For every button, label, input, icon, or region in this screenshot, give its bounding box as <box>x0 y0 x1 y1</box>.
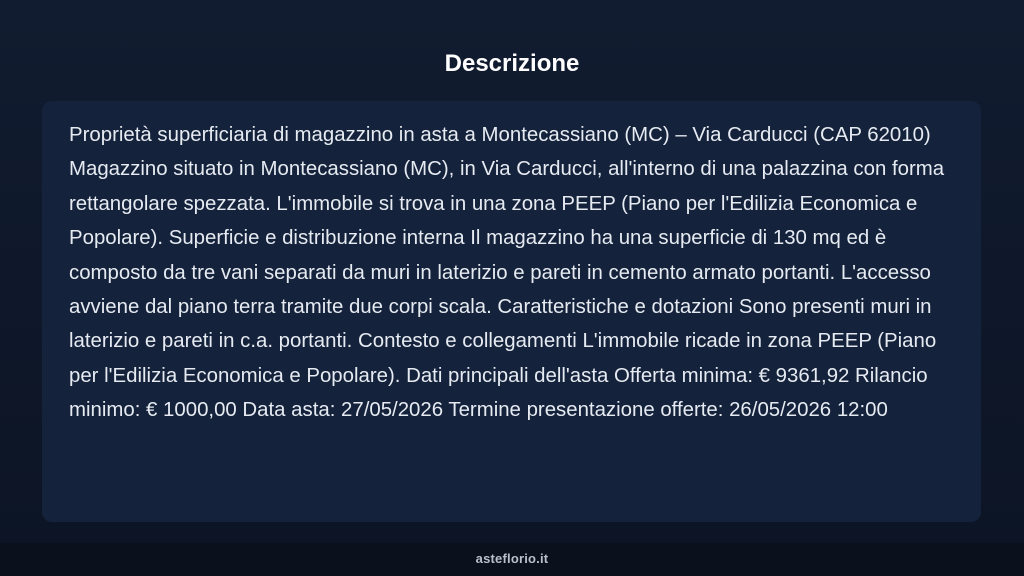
description-text: Proprietà superficiaria di magazzino in asta a Montecassiano (MC) – Via Carducci (CAP 62010) Magazzino situato in Montecassiano (MC), in Via Carducci, all'interno di una palazzina con forma rettangolare spezzata. L'immobile si trova in una zona PEEP (Piano per l'Edilizia Economica e Popolare). Superficie e distribuzione interna Il magazzino ha una superficie di 130 mq ed è composto da tre vani separati da muri in laterizio e pareti in cemento armato portanti. L'accesso avviene dal piano terra tramite due corpi scala. Caratteristiche e dotazioni Sono presenti muri in laterizio e pareti in c.a. portanti. Contesto e collegamenti L'immobile ricade in zona PEEP (Piano per l'Edilizia Economica e Popolare). Dati principali dell'asta Offerta minima: € 9361,92 Rilancio minimo: € 1000,00 Data asta: 27/05/2026 Termine presentazione offerte: 26/05/2026 12:00 <box>69 124 945 422</box>
description-card <box>42 101 981 522</box>
footer-bar <box>0 543 1024 576</box>
page-title: Descrizione <box>444 50 580 77</box>
footer-brand: asteflorio.it <box>475 551 549 566</box>
